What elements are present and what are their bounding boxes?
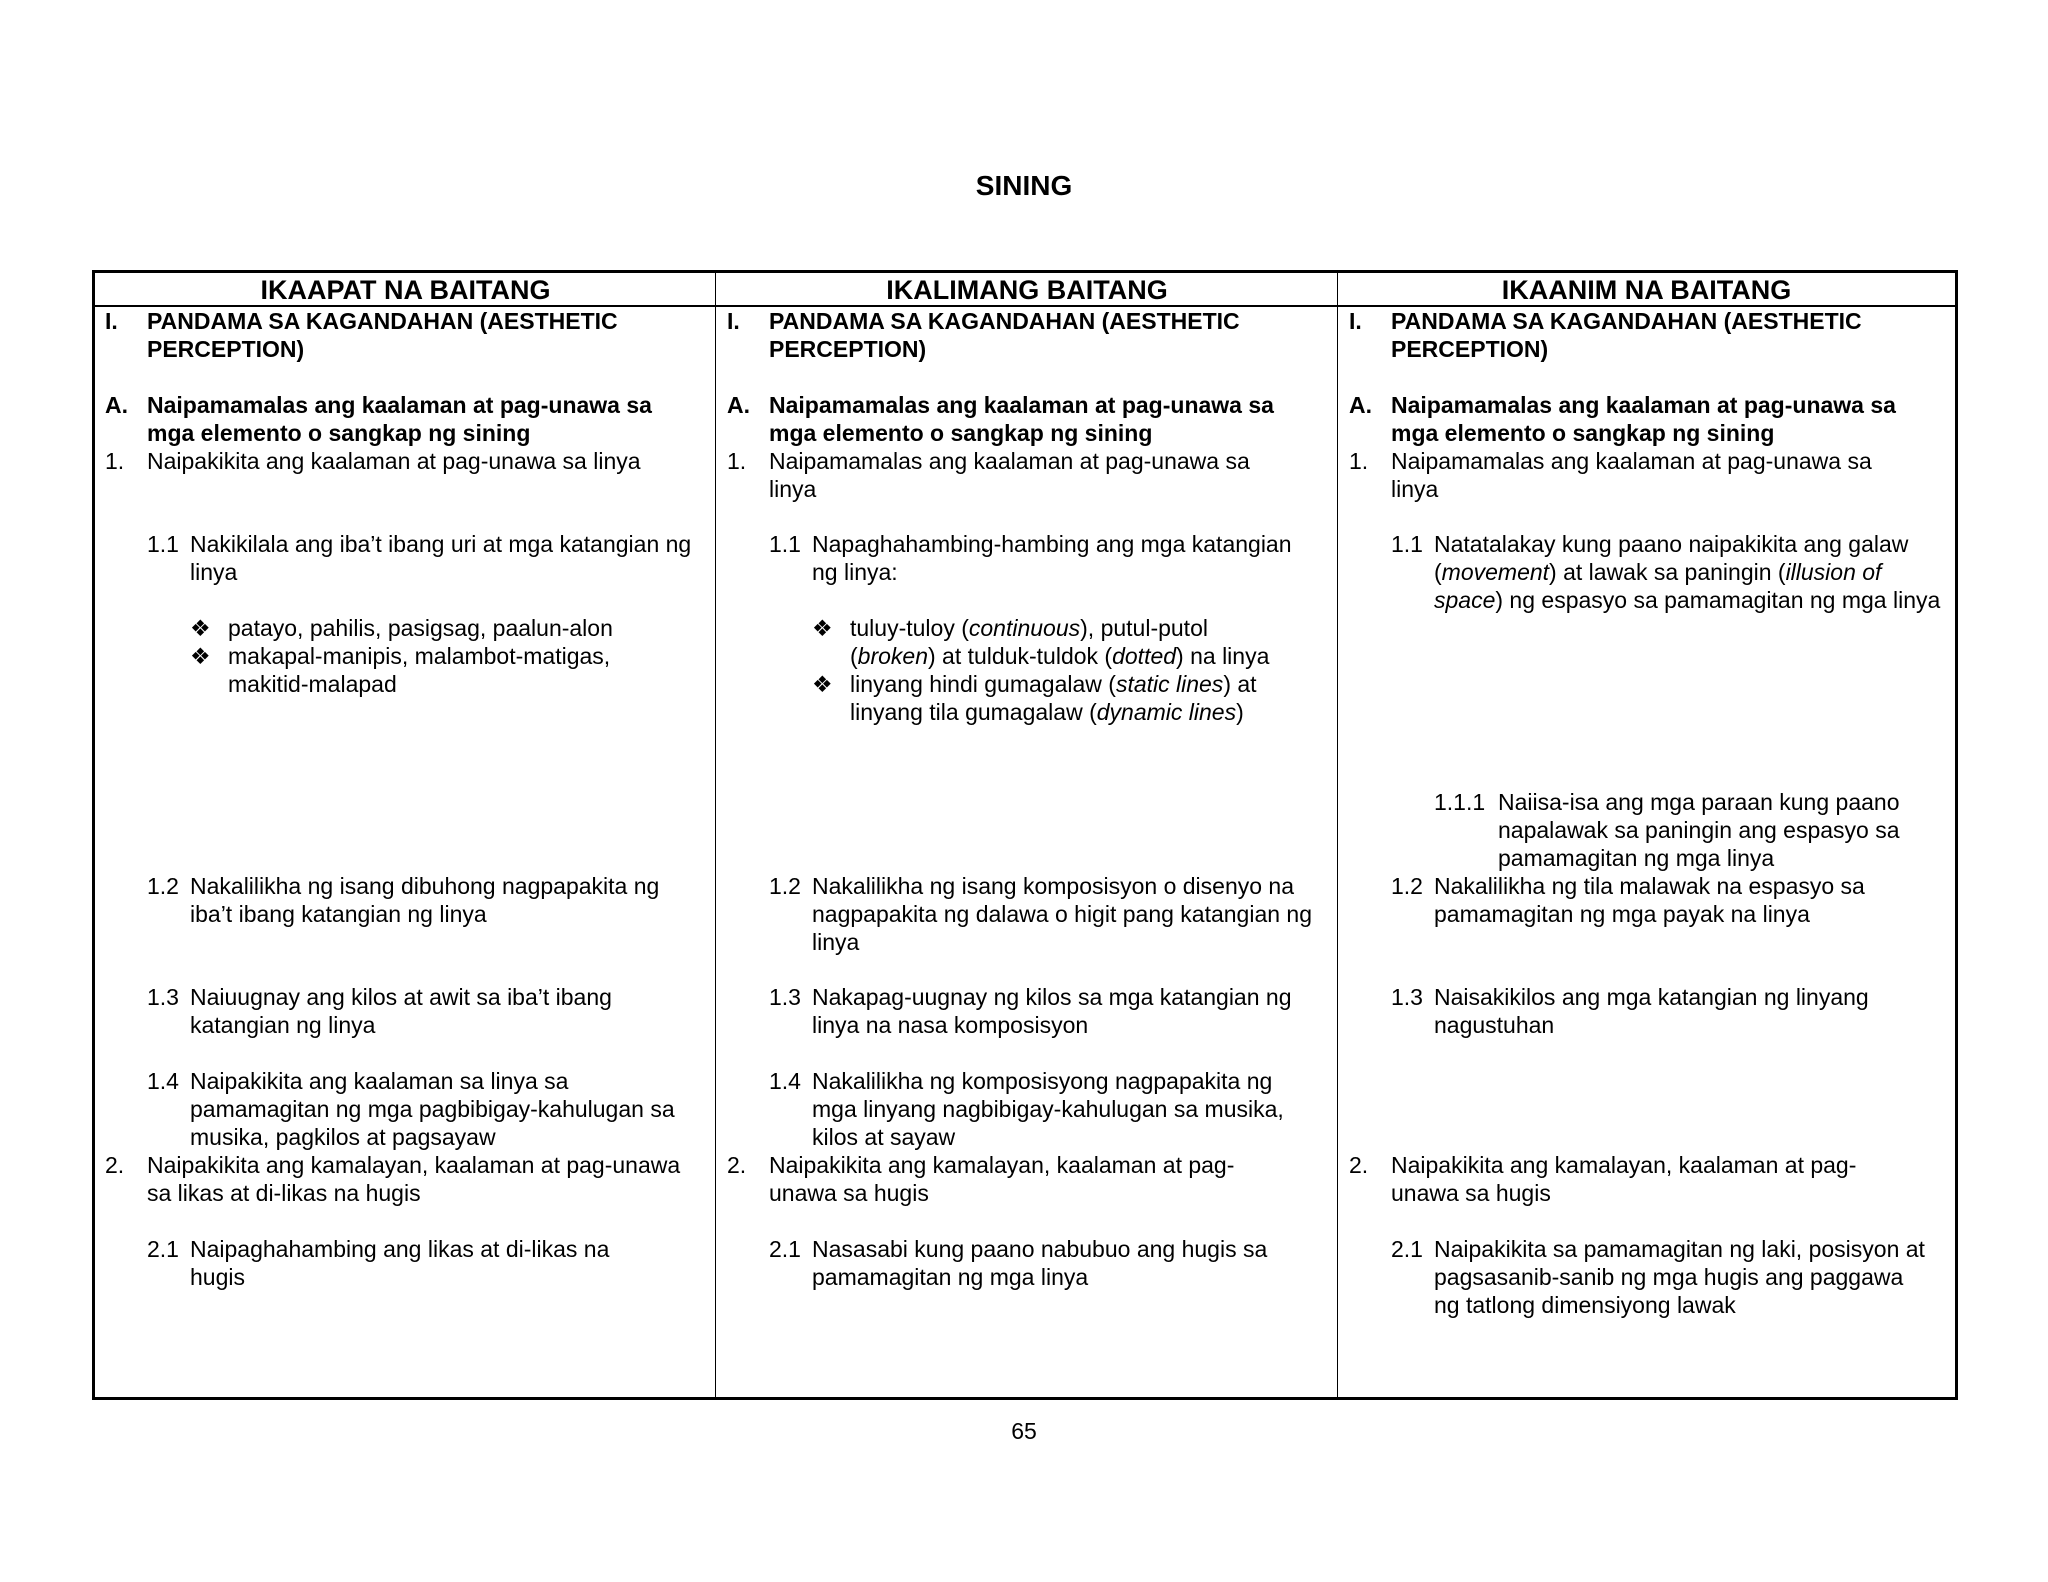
list-item: 1.3 Naiuugnay ang kilos at awit sa iba’t ibang katangian ng linya (147, 984, 612, 1038)
column-header: IKALIMANG BAITANG (716, 273, 1338, 307)
list-item: 1.2 Nakalilikha ng tila malawak na espasyo sa pamamagitan ng mga payak na linya (1391, 873, 1865, 927)
column-header: IKAAPAT NA BAITANG (95, 273, 716, 307)
section-heading: I. PANDAMA SA KAGANDAHAN (AESTHETIC PERCEPTION) (1349, 308, 1862, 362)
list-item: 1.4 Nakalilikha ng komposisyong nagpapakita ng mga linyang nagbibigay-kahulugan sa musika, kilos at sayaw (769, 1068, 1284, 1150)
list-item: 2.1 Naipaghahambing ang likas at di-likas na hugis (147, 1236, 610, 1290)
column-divider (715, 273, 716, 1397)
list-item: 2.1 Naipakikita sa pamamagitan ng laki, posisyon at pagsasanib-sanib ng mga hugis ang paggawa ng tatlong dimensiyong lawak (1391, 1236, 1925, 1318)
subsection-heading: A. Naipamamalas ang kaalaman at pag-unawa sa mga elemento o sangkap ng sining (727, 392, 1274, 446)
list-item: 1.3 Nakapag-uugnay ng kilos sa mga katangian ng linya na nasa komposisyon (769, 984, 1292, 1038)
list-item: 2. Naipakikita ang kamalayan, kaalaman at pag-unawa sa hugis (727, 1152, 1235, 1206)
list-item: 1.1.1 Naiisa-isa ang mga paraan kung paano napalawak sa paningin ang espasyo sa pamamagitan ng mga linya (1434, 789, 1900, 871)
column-header: IKAANIM NA BAITANG (1338, 273, 1955, 307)
list-item: 1. Naipamamalas ang kaalaman at pag-unawa sa linya (1349, 448, 1872, 502)
bullet-item: ❖ makapal-manipis, malambot-matigas, makitid-malapad (190, 643, 611, 697)
grade-5-column (727, 307, 1332, 1397)
bullet-item: ❖ patayo, pahilis, pasigsag, paalun-alon (190, 615, 613, 641)
column-divider (1337, 273, 1338, 1397)
list-item: 1.2 Nakalilikha ng isang komposisyon o disenyo na nagpapakita ng dalawa o higit pang katangian ng linya (769, 873, 1313, 955)
list-item: 2. Naipakikita ang kamalayan, kaalaman at pag-unawa sa hugis (1349, 1152, 1857, 1206)
list-item: 1.1 Napaghahambing-hambing ang mga katangian ng linya: (769, 531, 1292, 585)
list-item: 2. Naipakikita ang kamalayan, kaalaman at pag-unawa sa likas at di-likas na hugis (105, 1152, 681, 1206)
section-heading: I. PANDAMA SA KAGANDAHAN (AESTHETIC PERCEPTION) (727, 308, 1240, 362)
bullet-item: ❖ tuluy-tuloy (continuous), putul-putol (broken) at tulduk-tuldok (dotted) na linya (812, 615, 1270, 669)
grade-4-column (105, 307, 710, 1397)
diamond-bullet-icon: ❖ (190, 615, 211, 641)
list-item: 2.1 Nasasabi kung paano nabubuo ang hugis sa pamamagitan ng mga linya (769, 1236, 1268, 1290)
list-item: 1.1 Natatalakay kung paano naipakikita ang galaw (movement) at lawak sa paningin (illusion of space) ng espasyo sa pamamagitan ng mga linya (1391, 531, 1941, 613)
subsection-heading: A. Naipamamalas ang kaalaman at pag-unawa sa mga elemento o sangkap ng sining (1349, 392, 1896, 446)
curriculum-table (92, 270, 1958, 1400)
list-item: 1.1 Nakikilala ang iba’t ibang uri at mga katangian ng linya (147, 531, 692, 585)
list-item: 1.4 Naipakikita ang kaalaman sa linya sa pamamagitan ng mga pagbibigay-kahulugan sa musika, pagkilos at pagsayaw (147, 1068, 675, 1150)
bullet-item: ❖ linyang hindi gumagalaw (static lines) at linyang tila gumagalaw (dynamic lines) (812, 671, 1257, 725)
section-heading: I. PANDAMA SA KAGANDAHAN (AESTHETIC PERCEPTION) (105, 308, 618, 362)
diamond-bullet-icon: ❖ (190, 643, 211, 669)
list-item: 1.2 Nakalilikha ng isang dibuhong nagpapakita ng iba’t ibang katangian ng linya (147, 873, 660, 927)
grade-6-column (1349, 307, 1954, 1397)
list-item: 1. Naipakikita ang kaalaman at pag-unawa sa linya (105, 448, 641, 474)
list-item: 1. Naipamamalas ang kaalaman at pag-unawa sa linya (727, 448, 1250, 502)
subsection-heading: A. Naipamamalas ang kaalaman at pag-unawa sa mga elemento o sangkap ng sining (105, 392, 652, 446)
list-item: 1.3 Naisakikilos ang mga katangian ng linyang nagustuhan (1391, 984, 1869, 1038)
diamond-bullet-icon: ❖ (812, 615, 833, 641)
page-title: SINING (975, 170, 1073, 201)
page-number: 65 (1011, 1418, 1037, 1444)
diamond-bullet-icon: ❖ (812, 671, 833, 697)
